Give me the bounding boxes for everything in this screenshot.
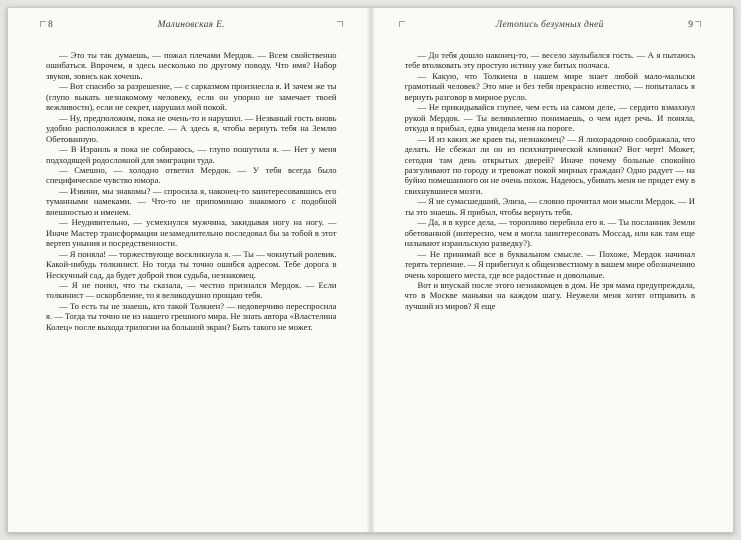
running-head-left: [46, 20, 337, 35]
corner-ornament-icon: [337, 21, 343, 27]
paragraph: — Извини, мы знакомы? — спросила я, наконец-то заинтересовавшись его туманными намеками. — Что-то не припоминаю знакомого с подобной внешностью и именем.: [46, 185, 337, 217]
paragraph: — Ну, предположим, пока не очень-то и нарушил. — Незваный гость вновь удобно расположился в кресле. — А здесь я, чтобы вернуть тебя на Землю Обетованную.: [46, 112, 337, 144]
book-spread: [7, 7, 734, 533]
paragraph: — Это ты так думаешь, — пожал плечами Мердок. — Всем свойственно ошибаться. Впрочем, я здесь несколько по другому поводу. Что имя? Набор звуков, зовись как хочешь.: [46, 50, 337, 81]
paragraph: — До тебя дошло наконец-то, — весело заулыбался гость. — А я пытаюсь тебе втолковать эту простую истину уже битых полчаса.: [404, 50, 695, 71]
page-text-left: [46, 50, 337, 524]
paragraph: — Какую, что Толкиена в нашем мире знает любой мало-мальски грамотный человек? Это мне и без тебя прекрасно известно, — попыталась я вернуть разговор в мирное русло.: [404, 70, 695, 102]
paragraph: — И из каких же краев ты, незнакомец? — Я лихорадочно соображала, что делать. Не сбежал ли он из психиатрической клиники? Вот черт! Может, сегодня там день открытых дверей? Иначе почему больные спокойно разгуливают по городу и тревожат покой мирных граждан? Одно радует — на буйно помешанного он не очень похож. Надеюсь, убивать меня не придет ему в свихнувшиеся мозги.: [404, 133, 695, 196]
paragraph: — То есть ты не знаешь, кто такой Толкиен? — недоверчиво переспросила я. — Тогда ты точно не из нашего грешного мира. Не знать автора «Властелина Колец» после выхода трилогии на большой экран? Быть такого не может.: [46, 300, 337, 332]
page-number-right: 9: [688, 20, 693, 30]
page-number-left: 8: [48, 20, 53, 30]
running-title-right: Летопись безумных дней: [495, 20, 604, 30]
page-left: [8, 8, 367, 532]
paragraph: — Я не понял, что ты сказала, — честно признался Мердок. — Если толкинист — оскорбление, то я великодушно прощаю тебя.: [46, 279, 337, 301]
paragraph: — Вот спасибо за разрешение, — с сарказмом произнесла я. И зачем же ты (глупо выкать незнакомому человеку, если он упорно не замечает твоей вежливости), если не секрет, нарушил мой покой.: [46, 81, 337, 113]
page-right: [375, 8, 734, 532]
paragraph: — Да, я в курсе дела, — торопливо перебила его я. — Ты посланник Земли обетованной (интересно, чем я могла заинтересовать Моссад, или как там еще называют израильскую разведку?).: [404, 217, 695, 249]
paragraph: — Я не сумасшедший, Элиза, — словно прочитал мои мысли Мердок. — И ты это знаешь. Я прибыл, чтобы вернуть тебя.: [404, 196, 695, 217]
paragraph: — Я поняла! — торжествующе воскликнула я. — Ты — чокнутый ролевик. Какой-нибудь толкинист. Но тогда ты точно ошибся адресом. Тебе дорога в Нескучный сад, да будет доброй твоя судьба, незнакомец.: [46, 248, 337, 280]
paragraph: — В Израиль я пока не собираюсь, — глупо пошутила я. — Нет у меня подходящей родословной для эмиграции туда.: [46, 144, 337, 165]
corner-ornament-icon: [695, 21, 701, 27]
paragraph: Вот и впускай после этого незнакомцев в дом. Не зря мама предупреждала, что в Москве маньяки на каждом шагу. Неужели меня хотят отправить в лучший из миров? Я еще: [404, 279, 695, 311]
book-gutter: [367, 8, 375, 532]
paragraph: — Смешно, — холодно ответил Мердок. — У тебя всегда было специфическое чувство юмора.: [46, 164, 337, 186]
paragraph: — Неудивительно, — усмехнулся мужчина, закидывая ногу на ногу. — Иначе Мастер трансформации незамедлительно последовал бы за тобой в этот вертеп уныния и посредственности.: [46, 217, 337, 249]
page-text-right: [405, 50, 696, 524]
running-head-right: [405, 20, 696, 35]
paragraph: — Не принимай все в буквальном смысле. — Похоже, Мердок начинал терять терпение. — Я прибегнул к общеизвестному в вашем мире обозначению очень хорошего места, где все радостные и довольные.: [404, 248, 695, 280]
paragraph: — Не прикидывайся глупее, чем есть на самом деле, — сердито взмахнул рукой Мердок. — Ты великолепно понимаешь, о чем идет речь. И поняла, откуда я прибыл, едва увидела меня на пороге.: [404, 102, 695, 134]
running-title-left: Малиновская Е.: [157, 20, 225, 30]
